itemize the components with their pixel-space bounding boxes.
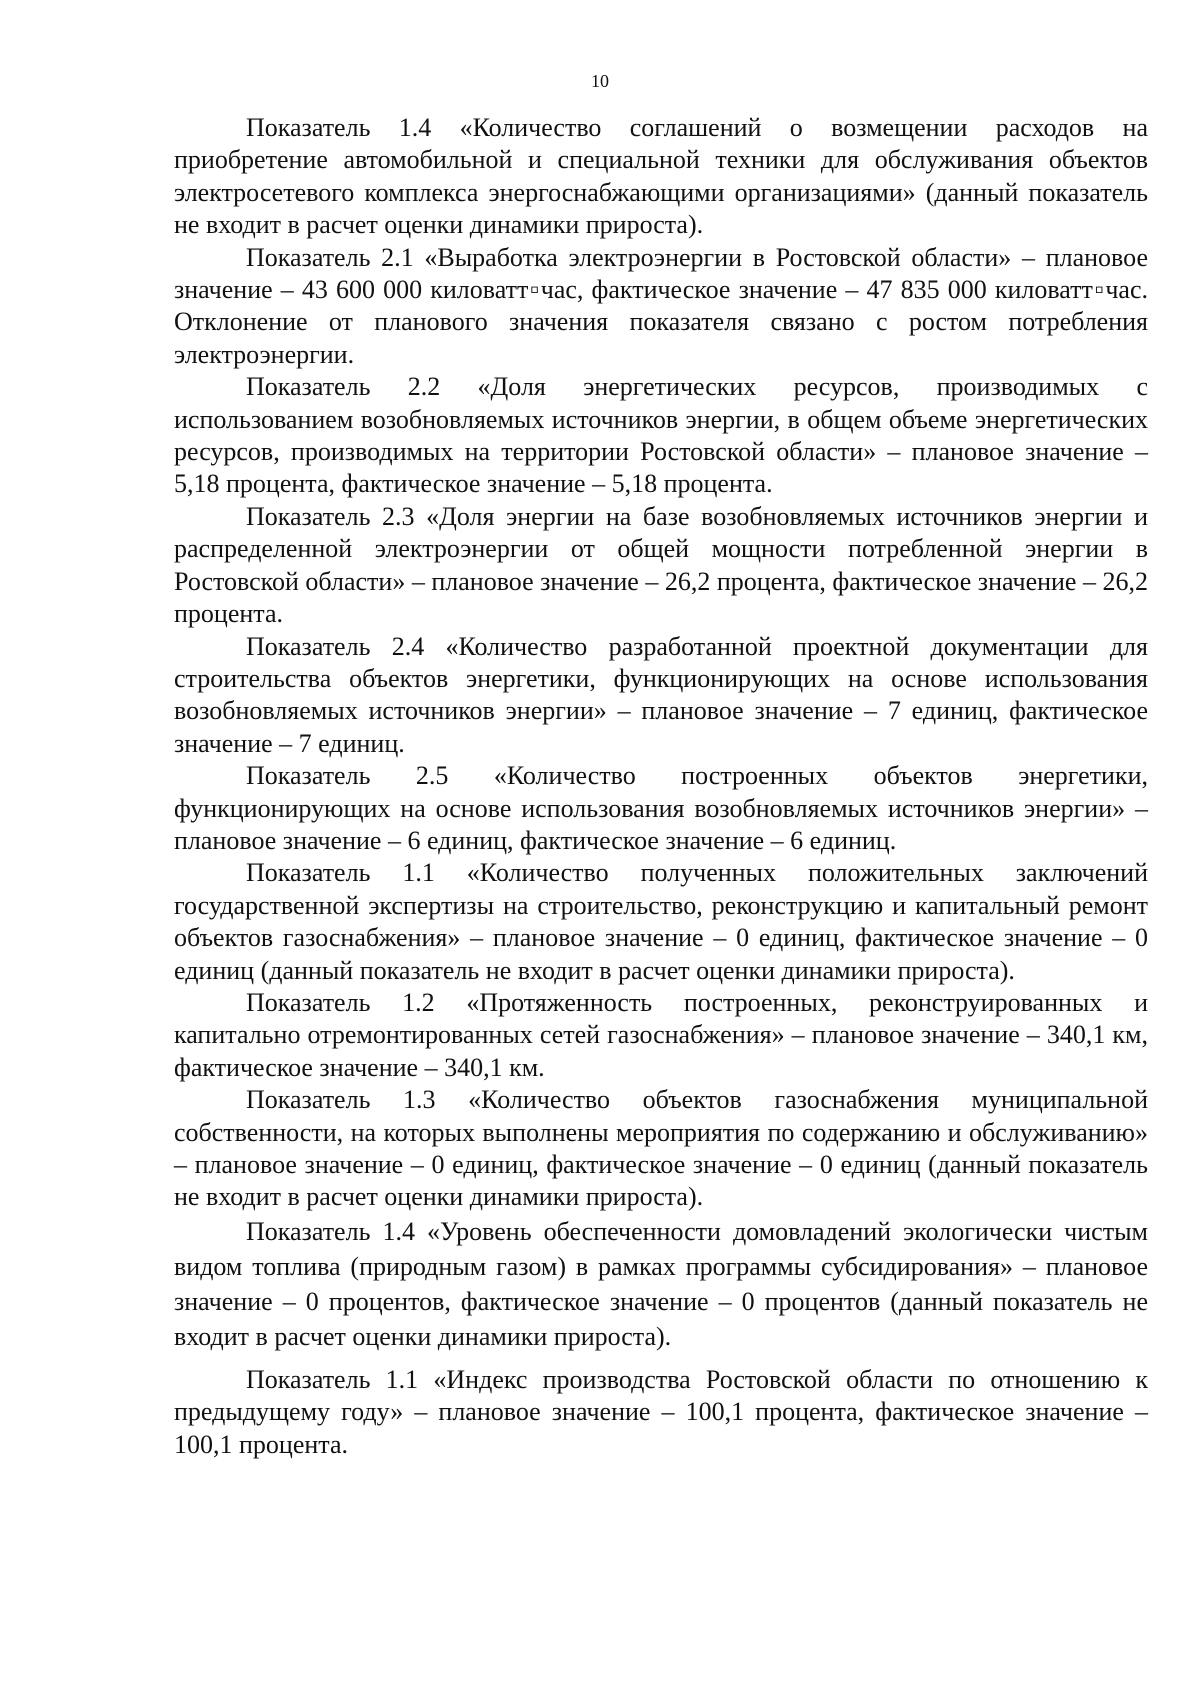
paragraph-indicator-1-4-agreements: Показатель 1.4 «Количество соглашений о возмещении расходов на приобретение автомобильной и специальной техники для обслуживания объектов электросетевого комплекса энергоснабжающими организациями» (данный показатель не входит в расчет оценки динамики прироста). <box>174 113 1148 240</box>
paragraph-indicator-2-3-renewable-energy-share: Показатель 2.3 «Доля энергии на базе возобновляемых источников энергии и распределенной электроэнергии от общей мощности потребленной энергии в Ростовской области» – плановое значение – 26,2 процента, фактическое значение – 26,2 процента. <box>174 501 1148 629</box>
paragraph-indicator-1-2-gas-network-length: Показатель 1.2 «Протяженность построенных, реконструированных и капитально отремонтированных сетей газоснабжения» – плановое значение – 340,1 км, фактическое значение – 340,1 км. <box>174 987 1148 1082</box>
document-body <box>174 112 1148 1461</box>
paragraph-indicator-1-4-clean-fuel-supply: Показатель 1.4 «Уровень обеспеченности домовладений экологически чистым видом топлива (природным газом) в рамках программы субсидирования» – плановое значение – 0 процентов, фактическое значение – 0 процентов (данный показатель не входит в расчет оценки динамики прироста). <box>174 1216 1148 1351</box>
paragraph-indicator-2-1-electricity-generation: Показатель 2.1 «Выработка электроэнергии в Ростовской области» – плановое значение – 43 600 000 киловатт▫час, фактическое значение – 47 835 000 киловатт▫час. Отклонение от планового значения показателя связано с ростом потребления электроэнергии. <box>174 242 1148 369</box>
page-number: 10 <box>591 71 609 91</box>
paragraph-indicator-1-1-expertise-conclusions: Показатель 1.1 «Количество полученных положительных заключений государственной экспертизы на строительство, реконструкцию и капитальный ремонт объектов газоснабжения» – плановое значение – 0 единиц, фактическое значение – 0 единиц (данный показатель не входит в расчет оценки динамики прироста). <box>174 858 1148 985</box>
paragraph-indicator-2-5-built-facilities: Показатель 2.5 «Количество построенных объектов энергетики, функционирующих на основе использования возобновляемых источников энергии» – плановое значение – 6 единиц, фактическое значение – 6 единиц. <box>174 761 1148 855</box>
paragraph-indicator-1-1-production-index: Показатель 1.1 «Индекс производства Ростовской области по отношению к предыдущему году» – плановое значение – 100,1 процента, фактическое значение – 100,1 процента. <box>174 1364 1148 1459</box>
paragraph-indicator-2-2-renewable-share: Показатель 2.2 «Доля энергетических ресурсов, производимых с использованием возобновляемых источников энергии, в общем объеме энергетических ресурсов, производимых на территории Ростовской области» – плановое значение – 5,18 процента, фактическое значение – 5,18 процента. <box>174 372 1148 499</box>
paragraph-indicator-2-4-design-documentation: Показатель 2.4 «Количество разработанной проектной документации для строительства объектов энергетики, функционирующих на основе использования возобновляемых источников энергии» – плановое значение – 7 единиц, фактическое значение – 7 единиц. <box>174 631 1148 758</box>
paragraph-indicator-1-3-municipal-gas-facilities: Показатель 1.3 «Количество объектов газоснабжения муниципальной собственности, на которых выполнены мероприятия по содержанию и обслуживанию» – плановое значение – 0 единиц, фактическое значение – 0 единиц (данный показатель не входит в расчет оценки динамики прироста). <box>174 1085 1148 1212</box>
